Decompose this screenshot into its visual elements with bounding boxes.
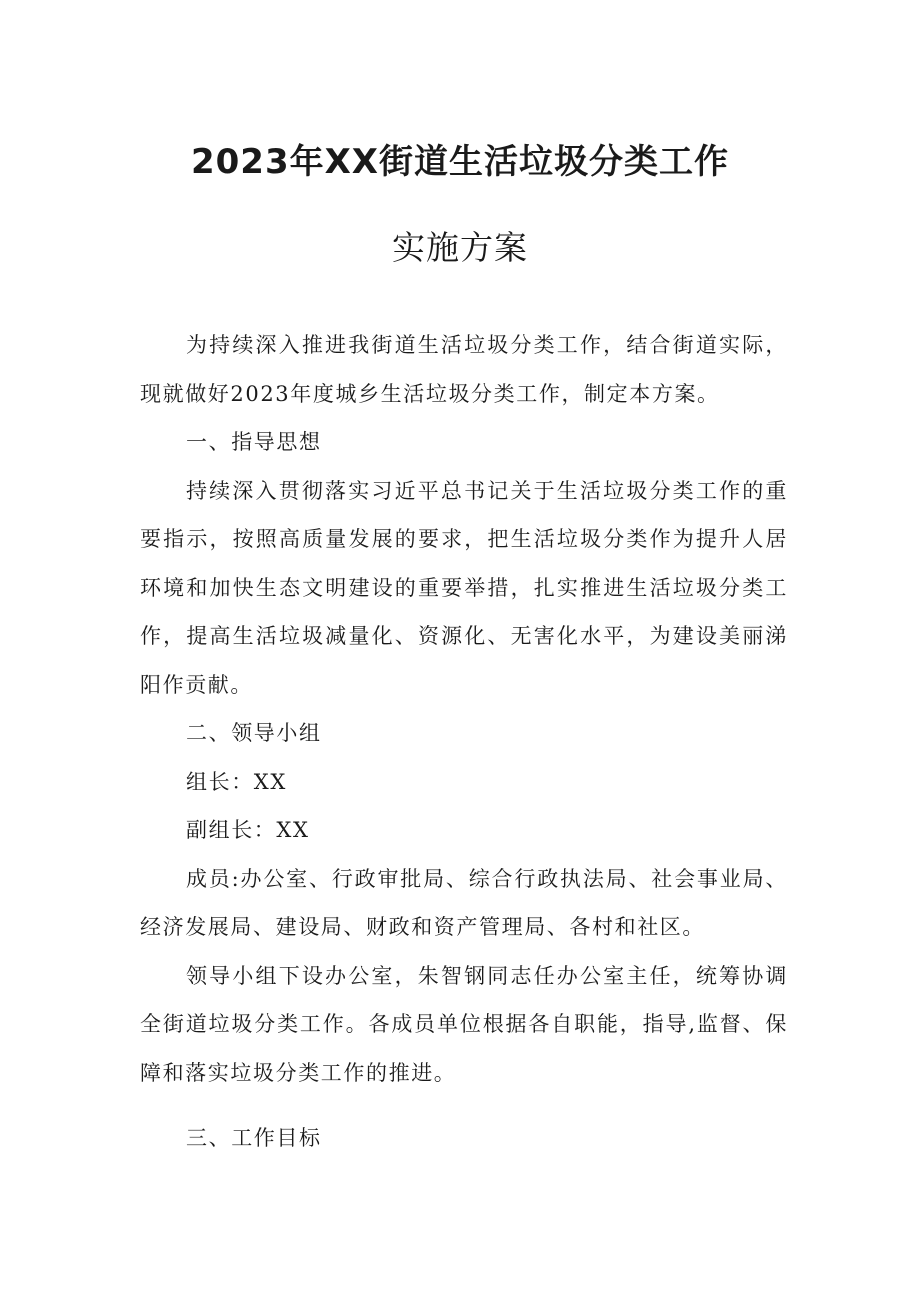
document-title-line2: 实施方案 xyxy=(392,228,528,267)
document-title-line1: 2023年XX街道生活垃圾分类工作 xyxy=(190,142,730,182)
section-heading-work-goals: 三、工作目标 xyxy=(186,1126,322,1150)
group-leader-line: 组长：XX xyxy=(186,769,287,794)
intro-paragraph: 为持续深入推进我街道生活垃圾分类工作，结合街道实际，现就做好2023年度城乡生活垃圾分类工作，制定本方案。 xyxy=(140,333,788,406)
document-body-continued xyxy=(140,1114,788,1163)
guiding-ideology-paragraph: 持续深入贯彻落实习近平总书记关于生活垃圾分类工作的重要指示，按照高质量发展的要求，把生活垃圾分类作为提升人居环境和加快生态文明建设的重要举措，扎实推进生活垃圾分类工作，提高生活垃圾减量化、资源化、无害化水平，为建设美丽涕阳作贡献。 xyxy=(140,478,788,697)
section-heading-guiding-ideology: 一、指导思想 xyxy=(186,430,322,454)
deputy-leader-line: 副组长：XX xyxy=(186,818,310,842)
section-heading-leading-group: 二、领导小组 xyxy=(186,721,322,745)
document-body xyxy=(140,321,788,1097)
office-paragraph: 领导小组下设办公室，朱智钢同志任办公室主任，统筹协调全街道垃圾分类工作。各成员单位根据各自职能，指导,监督、保障和落实垃圾分类工作的推进。 xyxy=(140,963,788,1085)
members-paragraph: 成员:办公室、行政审批局、综合行政执法局、社会事业局、经济发展局、建设局、财政和资产管理局、各村和社区。 xyxy=(140,866,788,939)
